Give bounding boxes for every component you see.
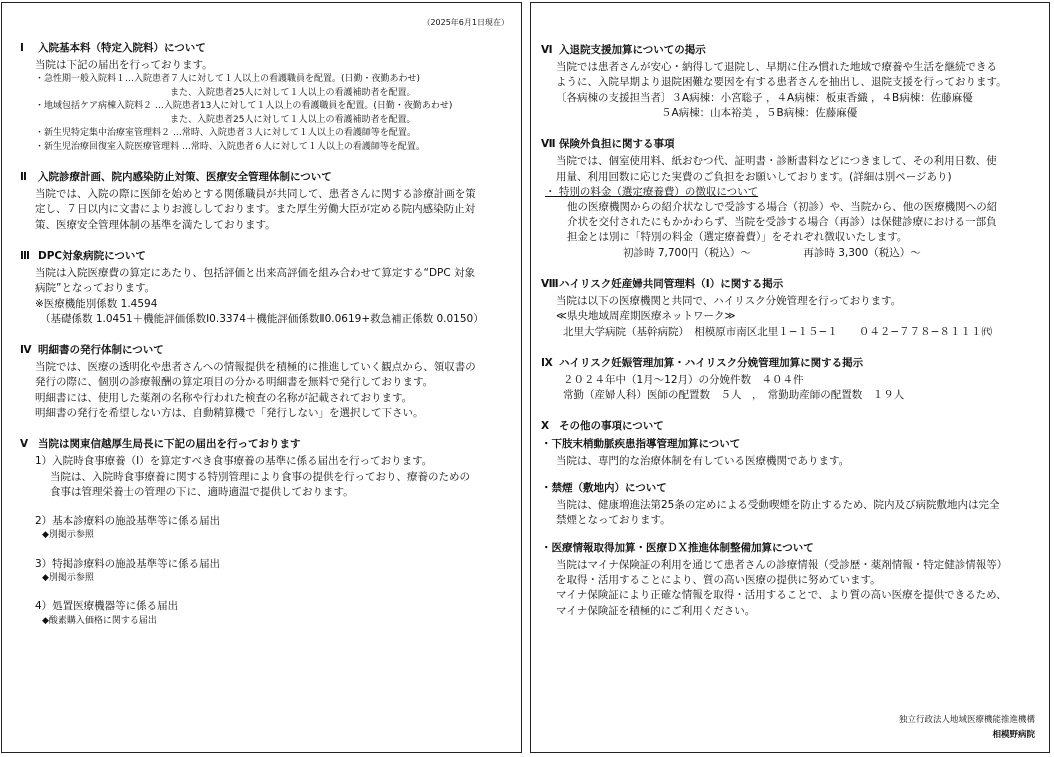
section-1-intro: 当院は下記の届出を行っております。 bbox=[35, 58, 213, 71]
section-8-title: ハイリスク妊産婦共同管理料（Ⅰ）に関する掲示 bbox=[559, 277, 784, 290]
section-1-line: ・地域包括ケア病棟入院料２ …入院患者13人に対して１人以上の看護職員を配置。(日勤・夜勤あわせ) bbox=[35, 101, 453, 112]
section-2-line: 定し、７日以内に文書によりお渡ししております。また厚生労働大臣が定める院内感染防止対 bbox=[35, 203, 476, 216]
section-5 bbox=[20, 437, 515, 628]
section-3-heading bbox=[20, 249, 515, 264]
section-3 bbox=[20, 249, 515, 327]
section-8-number: Ⅷ bbox=[541, 277, 559, 290]
section-7-sub-line: 他の医療機関からの紹介状なしで受診する場合（初診）や、当院から、他の医療機関への紹 bbox=[567, 200, 998, 213]
section-9 bbox=[541, 356, 1039, 404]
section-5-item-1-line: 当院は、入院時食事療養に関する特別管理により食事の提供を行っており、療養のための bbox=[50, 470, 470, 483]
section-5-item-3-note: ◆別掲示参照 bbox=[42, 572, 94, 583]
section-5-title: 当院は関東信越厚生局長に下記の届出を行っております bbox=[38, 438, 301, 451]
section-2 bbox=[20, 170, 515, 233]
effective-date: （2025年6月1日現在） bbox=[422, 18, 509, 27]
footer-hospital-name: 相模野病院 bbox=[992, 729, 1035, 740]
section-10-item-1-title: ・下肢末梢動脈疾患指導管理加算について bbox=[541, 437, 741, 450]
section-8-line: 北里大学病院（基幹病院） 相模原市南区北里１−１５−１ ０４２−７７８−８１１１㈹ bbox=[563, 325, 992, 338]
section-1-line: また、入院患者25人に対して１人以上の看護補助者を配置。 bbox=[170, 114, 416, 125]
section-1-title: 入院基本料（特定入院料）について bbox=[38, 41, 206, 54]
section-2-line: 策、医療安全管理体制の基準を満たしております。 bbox=[35, 218, 276, 231]
section-5-item-4-note: ◆酸素購入価格に関する届出 bbox=[42, 615, 157, 626]
section-6-number: Ⅵ bbox=[541, 44, 553, 56]
section-3-line: 病院”となっております。 bbox=[35, 282, 156, 295]
section-2-number: Ⅱ bbox=[20, 171, 27, 184]
section-4-line: 明細書には、使用した薬剤の名称や行われた検査の名称が記載されております。 bbox=[35, 391, 413, 404]
section-4 bbox=[20, 343, 515, 421]
section-10-item-3-title: ・医療情報取得加算・医療ＤＸ推進体制整備加算について bbox=[541, 541, 814, 554]
section-8-heading bbox=[541, 277, 1039, 292]
footer bbox=[899, 713, 1035, 742]
section-1-line: また、入院患者25人に対して１人以上の看護補助者を配置。 bbox=[170, 87, 416, 98]
section-4-line: 明細書の発行を希望しない方は、自動精算機で「発行しない」を選択して下さい。 bbox=[35, 406, 424, 419]
section-7-bullet: ・ 特別の料金（選定療養費）の徴収について bbox=[545, 185, 759, 198]
section-10-item-2-line: 禁煙となっております。 bbox=[556, 514, 671, 527]
section-10-item-3-line: マイナ保険証により正確な情報を取得・活用することで、より質の高い医療を提供できるため、 bbox=[556, 589, 1007, 602]
section-3-line: ※医療機能別係数 1.4594 bbox=[35, 297, 158, 310]
section-4-line: 発行の際に、個別の診療報酬の算定項目の分かる明細書を無料で発行しております。 bbox=[35, 376, 434, 389]
section-1-line: ・新生児治療回復室入院医療管理料 …常時、入院患者６人に対して１人以上の看護師等を配置。 bbox=[35, 141, 425, 152]
section-4-heading bbox=[20, 343, 515, 358]
section-7-title: 保険外負担に関する事項 bbox=[559, 138, 675, 151]
section-8-line: ≪県央地域周産期医療ネットワーク≫ bbox=[556, 310, 736, 323]
section-6-line: 当院では患者さんが安心・納得して退院し、早期に住み慣れた地域で療養や生活を継続できる bbox=[556, 61, 997, 74]
section-3-line: （基礎係数 1.0451＋機能評価係数Ⅰ0.3374＋機能評価係数Ⅱ0.0619+救急補正係数 0.0150） bbox=[40, 312, 484, 325]
section-7-line: 当院では、個室使用料、紙おむつ代、証明書・診断書料などにつきまして、その利用日数、使 bbox=[556, 155, 997, 168]
section-5-item-1-title: 1）入院時食事療養（Ⅰ）を算定すべき食事療養の基準に係る届出を行っております。 bbox=[35, 455, 433, 468]
section-1-line: ・新生児特定集中治療室管理料２ …常時、入院患者３人に対して１人以上の看護師等を配置。 bbox=[35, 128, 416, 139]
section-9-title: ハイリスク妊娠管理加算・ハイリスク分娩管理加算に関する掲示 bbox=[559, 356, 864, 369]
section-10 bbox=[541, 419, 1039, 618]
section-10-number: Ⅹ bbox=[541, 420, 550, 433]
section-10-item-2-line: 当院は、健康増進法第25条の定めによる受動喫煙を防止するため、院内及び病院敷地内は完全 bbox=[556, 499, 1000, 512]
section-7-line: 用量、利用回数に応じた実費のご負担をお願いしております。(詳細は別ページあり) bbox=[556, 170, 952, 183]
section-10-heading bbox=[541, 419, 1039, 434]
section-5-item-4-title: 4）処置医療機器等に係る届出 bbox=[35, 600, 179, 613]
section-2-title: 入院診療計画、院内感染防止対策、医療安全管理体制について bbox=[38, 171, 332, 184]
section-7 bbox=[541, 137, 1039, 261]
section-7-sub-line: 担金とは別に「特別の料金（選定療養費）」をそれぞれ徴収いたします。 bbox=[567, 231, 908, 244]
section-4-title: 明細書の発行体制について bbox=[38, 344, 164, 356]
section-5-heading bbox=[20, 437, 515, 452]
right-panel bbox=[530, 2, 1050, 753]
section-1-number: Ⅰ bbox=[20, 41, 24, 54]
section-3-title: DPC対象病院について bbox=[38, 249, 146, 262]
section-6-line: ように、入院早期より退院困難な要因を有する患者さんを抽出し、退院支援を行っております。 bbox=[556, 76, 1007, 89]
left-panel bbox=[1, 2, 522, 753]
section-9-line: 常勤（産婦人科）医師の配置数 ５人 ， 常勤助産師の配置数 １９人 bbox=[563, 389, 905, 402]
section-2-heading bbox=[20, 170, 515, 185]
section-7-number: Ⅶ bbox=[541, 138, 556, 151]
section-6 bbox=[541, 43, 1039, 121]
footer-organization: 独立行政法人地域医療機能推進機構 bbox=[898, 715, 1035, 726]
section-1-line: ・急性期一般入院料１…入院患者７人に対して１人以上の看護職員を配置。(日勤・夜勤あわせ) bbox=[35, 74, 421, 85]
section-8 bbox=[541, 277, 1039, 340]
section-5-item-3-title: 3）特掲診療料の施設基準等に係る届出 bbox=[35, 557, 221, 570]
section-7-sub-line: 介状を交付されたにもかかわらず、当院を受診する場合（再診）は保健診療における一部負 bbox=[567, 216, 997, 229]
section-9-number: Ⅸ bbox=[541, 356, 553, 369]
section-5-item-2-title: 2）基本診療料の施設基準等に係る届出 bbox=[35, 514, 221, 527]
section-6-heading bbox=[541, 43, 1039, 58]
section-3-line: 当院は入院医療費の算定にあたり、包括評価と出来高評価を組み合わせて算定する“DPC 対象 bbox=[35, 267, 476, 280]
section-9-line: ２０２４年中（1月～12月）の分娩件数 ４０４件 bbox=[563, 373, 804, 386]
section-4-number: Ⅳ bbox=[20, 344, 32, 356]
section-7-heading bbox=[541, 137, 1039, 152]
section-5-number: Ⅴ bbox=[20, 438, 29, 451]
section-6-line: ５A病棟：山本裕美 ，５B病棟：佐藤麻優 bbox=[661, 106, 858, 119]
section-1-heading bbox=[20, 41, 515, 56]
section-10-item-3-line: 当院はマイナ保険証の利用を通じて患者さんの診療情報（受診歴・薬剤情報・特定健診情報等） bbox=[556, 558, 1008, 571]
section-5-item-1-line: 食事は管理栄養士の管理の下に、適時適温で提供しております。 bbox=[50, 485, 354, 498]
section-8-line: 当院は以下の医療機関と共同で、ハイリスク分娩管理を行っております。 bbox=[556, 295, 902, 308]
section-10-item-2-title: ・禁煙（敷地内）について bbox=[541, 482, 667, 495]
section-6-title: 入退院支援加算についての掲示 bbox=[559, 44, 706, 56]
section-10-item-3-line: マイナ保険証を積極的にご利用ください。 bbox=[556, 604, 756, 617]
section-9-heading bbox=[541, 356, 1039, 371]
section-10-title: その他の事項について bbox=[559, 420, 664, 433]
section-4-line: 当院では、医療の透明化や患者さんへの情報提供を積極的に推進していく観点から、領収書の bbox=[35, 361, 476, 374]
section-3-number: Ⅲ bbox=[20, 249, 30, 262]
section-6-line: 〔各病棟の支援担当者〕３A病棟：小宮聡子 ，４A病棟：板東香織 ，４B病棟：佐藤麻優 bbox=[556, 91, 973, 104]
section-10-item-3-line: を取得・活用することにより、質の高い医療の提供に努めています。 bbox=[556, 574, 881, 587]
section-5-item-2-note: ◆別掲示参照 bbox=[42, 530, 94, 541]
section-7-fees: 初診時 7,700円（税込）～ 再診時 3,300（税込）～ bbox=[623, 246, 921, 259]
section-10-item-1-line: 当院は、専門的な治療体制を有している医療機関であります。 bbox=[556, 454, 850, 467]
section-1 bbox=[20, 41, 515, 154]
section-2-line: 当院では、入院の際に医師を始めとする関係職員が共同して、患者さんに関する診療計画を策 bbox=[35, 188, 476, 201]
